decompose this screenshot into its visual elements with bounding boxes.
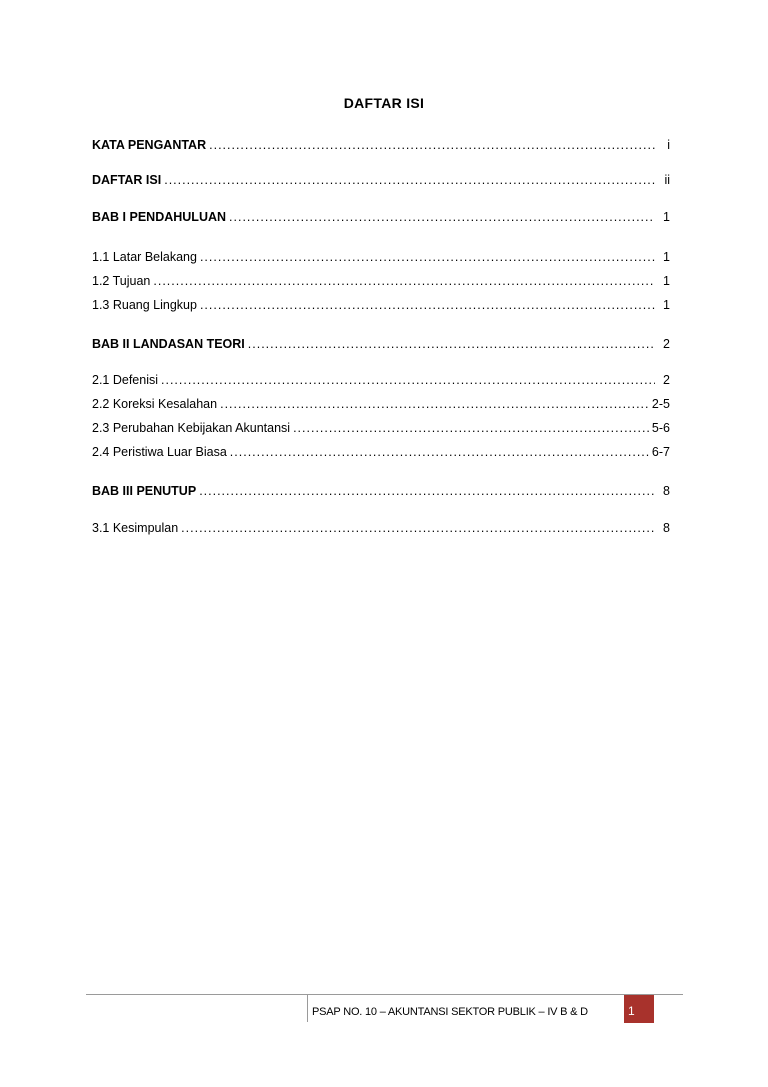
toc-entry-label: 1.3 Ruang Lingkup [92,298,197,312]
toc-entry-label: 1.1 Latar Belakang [92,250,197,264]
dot-leader [199,484,655,498]
toc-entry-2-3[interactable] [92,421,670,439]
toc-entry-page: 1 [663,298,670,312]
dot-leader [230,445,649,459]
dot-leader [181,521,655,535]
toc-entry-label: DAFTAR ISI [92,173,162,187]
toc-entry-label: 2.3 Perubahan Kebijakan Akuntansi [92,421,291,435]
toc-entry-page: 2-5 [651,397,670,411]
dot-leader [209,138,655,152]
toc-entry-label: BAB I PENDAHULUAN [92,210,227,224]
toc-entry-3-1[interactable] [92,521,670,539]
dot-leader [293,421,649,435]
toc-entry-1-1[interactable] [92,250,670,268]
toc-entry-2-2[interactable] [92,397,670,415]
footer-page-number: 1 [628,1004,635,1018]
toc-entry-page: 6-7 [651,445,670,459]
toc-entry-label: 2.4 Peristiwa Luar Biasa [92,445,227,459]
toc-entry-page: 5-6 [651,421,670,435]
toc-entry-label: 3.1 Kesimpulan [92,521,179,535]
dot-leader [200,250,655,264]
toc-entry-label: BAB II LANDASAN TEORI [92,337,245,351]
toc-entry-label: 1.2 Tujuan [92,274,151,288]
dot-leader [161,373,655,387]
toc-entry-bab-ii[interactable] [92,337,670,355]
toc-entry-kata-pengantar[interactable] [92,138,670,156]
toc-entry-page: ii [664,173,670,187]
toc-entry-daftar-isi[interactable] [92,173,670,191]
dot-leader [200,298,655,312]
footer-divider [86,994,683,995]
toc-entry-2-4[interactable] [92,445,670,463]
page-title: DAFTAR ISI [343,95,425,111]
dot-leader [229,210,655,224]
toc-entry-page: 1 [663,250,670,264]
dot-leader [248,337,655,351]
toc-entry-page: 8 [663,484,670,498]
toc-entry-2-1[interactable] [92,373,670,391]
toc-entry-page: 1 [663,210,670,224]
toc-entry-page: 8 [663,521,670,535]
toc-entry-1-2[interactable] [92,274,670,292]
toc-entry-bab-iii[interactable] [92,484,670,502]
dot-leader [220,397,649,411]
toc-entry-page: 2 [663,373,670,387]
toc-entry-bab-i[interactable] [92,210,670,228]
toc-entry-label: 2.2 Koreksi Kesalahan [92,397,218,411]
toc-entry-label: KATA PENGANTAR [92,138,207,152]
toc-entry-page: 1 [663,274,670,288]
footer-text: PSAP NO. 10 – AKUNTANSI SEKTOR PUBLIK – IV B & D [312,1006,588,1018]
dot-leader [164,173,655,187]
footer-separator [307,994,308,1022]
toc-entry-1-3[interactable] [92,298,670,316]
dot-leader [153,274,655,288]
toc-entry-page: 2 [663,337,670,351]
toc-entry-label: 2.1 Defenisi [92,373,159,387]
toc-entry-page: i [667,138,670,152]
toc-entry-label: BAB III PENUTUP [92,484,197,498]
